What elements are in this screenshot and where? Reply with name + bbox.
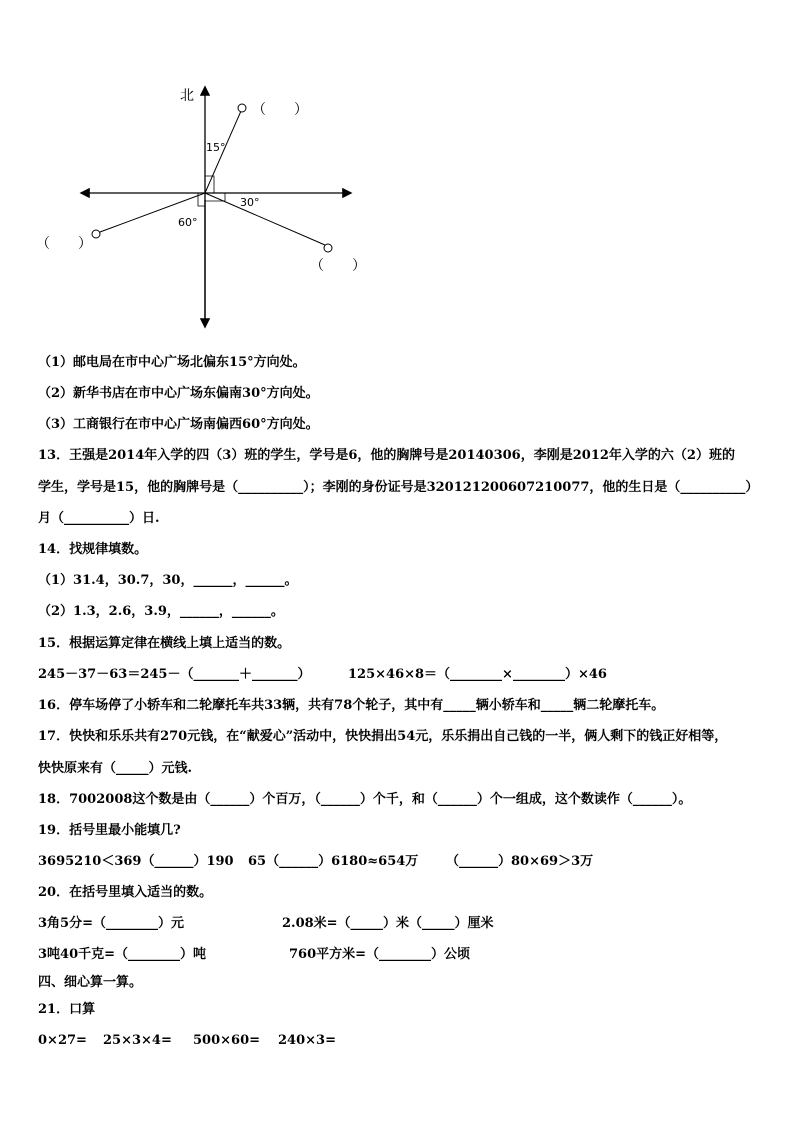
point-bookstore [324,244,332,252]
angle-15-label: 15° [206,141,226,154]
q14-item-1: （1）31.4，30.7，30，______，______。 [38,573,298,588]
section-4-heading: 四、细心算一算。 [38,975,143,990]
q14-item-2: （2）1.3，2.6，3.9，______，______。 [38,604,284,619]
q21-item-1: 0×27= [38,1033,87,1048]
point-bank [92,230,100,238]
blank-bank: （ ） [36,236,92,252]
q15-expr-2: 125×46×8＝（________×________）×46 [348,667,607,682]
q21-item-4: 240×3= [278,1033,336,1048]
direction-item-1: （1）邮电局在市中心广场北偏东15°方向处。 [38,355,306,370]
q16: 16．停车场停了小轿车和二轮摩托车共33辆，共有78个轮子，其中有_____辆小轿车和_____辆二轮摩托车。 [38,698,665,713]
q17-line-1: 17．快快和乐乐共有270元钱，在“献爱心”活动中，快快捐出54元，乐乐捐出自己钱的一半，俩人剩下的钱正好相等， [38,729,728,744]
q20-title: 20．在括号里填入适当的数。 [38,885,213,900]
blank-bookstore: （ ） [310,258,366,274]
angle-30-label: 30° [240,196,260,209]
direction-diagram [30,80,390,340]
direction-item-3: （3）工商银行在市中心广场南偏西60°方向处。 [38,417,319,432]
q17-line-2: 快快原来有（_____）元钱. [38,761,193,776]
north-label: 北 [180,88,194,104]
q13-line-2: 学生，学号是15，他的胸牌号是（__________）；李刚的身份证号是320121200607210077，他的生日是（__________） [38,480,759,495]
q14-title: 14．找规律填数。 [38,542,148,557]
angle-60-label: 60° [178,216,198,229]
q21-title: 21．口算 [38,1002,96,1017]
q20-expr-2: 2.08米=（_____）米（_____）厘米 [282,916,494,931]
blank-post-office: （ ） [252,102,308,118]
q19-title: 19．括号里最小能填几? [38,823,181,838]
q20-expr-1: 3角5分=（________）元 [38,916,184,931]
q20-expr-4: 760平方米=（________）公顷 [289,947,471,962]
q15-title: 15．根据运算定律在横线上填上适当的数。 [38,636,291,651]
q19-expr-2: 65（______）6180≈654万 [248,854,419,869]
q19-expr-1: 3695210＜369（______）190 [38,854,234,869]
q21-item-3: 500×60= [193,1033,261,1048]
q19-expr-3: （______）80×69＞3万 [446,854,594,869]
q20-expr-3: 3吨40千克=（________）吨 [38,947,207,962]
q13-line-1: 13．王强是2014年入学的四（3）班的学生，学号是6，他的胸牌号是20140306，李刚是2012年入学的六（2）班的 [38,448,735,463]
q21-item-2: 25×3×4= [103,1033,172,1048]
point-post-office [238,104,246,112]
q13-line-3: 月（__________）日. [38,511,160,526]
direction-item-2: （2）新华书店在市中心广场东偏南30°方向处。 [38,386,319,401]
q15-expr-1: 245－37－63＝245－（_______＋_______） [38,667,311,682]
q18: 18．7002008这个数是由（______）个百万，（______）个千，和（______）个一组成，这个数读作（______）。 [38,792,692,807]
